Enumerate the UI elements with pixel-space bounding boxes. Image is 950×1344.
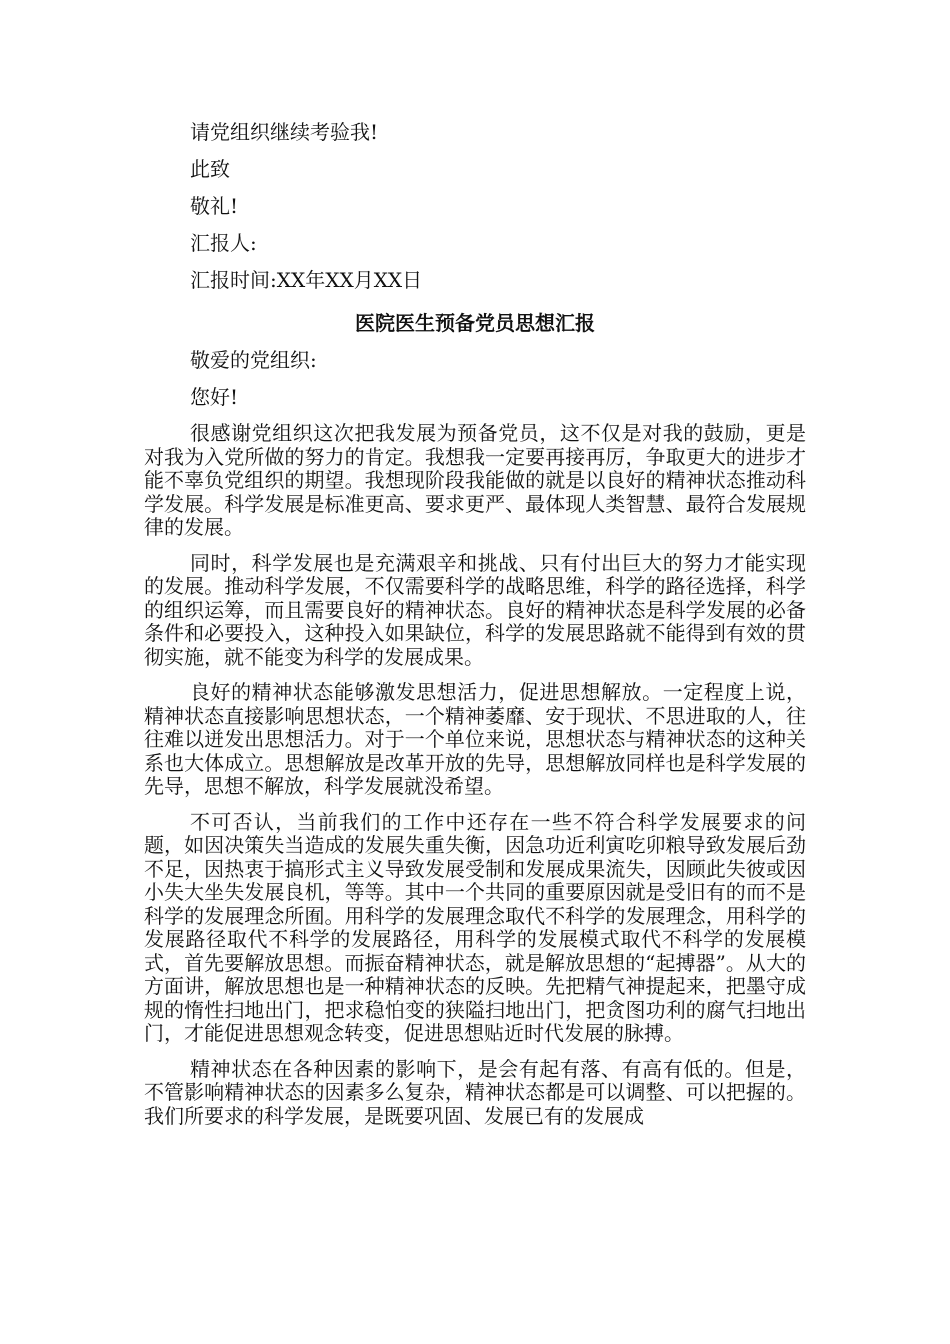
paragraph: 良好的精神状态能够激发思想活力，促进思想解放。一定程度上说，精神状态直接影响思想状态，一个精神萎靡、安于现状、不思进取的人，往往难以迸发出思想活力。对于一个单位来说，思想状态与精神状态的这种关系也大体成立。思想解放是改革开放的先导，思想解放同样也是科学发展的先导，思想不解放，科学发展就没希望。	[144, 680, 806, 798]
paragraph: 很感谢党组织这次把我发展为预备党员，这不仅是对我的鼓励，更是对我为入党所做的努力的肯定。我想我一定要再接再厉，争取更大的进步才能不辜负党组织的期望。我想现阶段我能做的就是以良好的精神状态推动科学发展。科学发展是标准更高、要求更严、最体现人类智慧、最符合发展规律的发展。	[144, 421, 806, 539]
closing-line-date: 汇报时间:XX年XX月XX日	[190, 268, 423, 292]
hello-line: 您好!	[190, 385, 239, 409]
paragraph: 不可否认，当前我们的工作中还存在一些不符合科学发展要求的问题，如因决策失当造成的发展失重失衡，因急功近利寅吃卯粮导致发展后劲不足，因热衷于搞形式主义导致发展受制和发展成果流失，因顾此失彼或因小失大坐失发展良机，等等。其中一个共同的重要原因就是受旧有的而不是科学的发展理念所囿。用科学的发展理念取代不科学的发展理念，用科学的发展路径取代不科学的发展路径，用科学的发展模式取代不科学的发展模式，首先要解放思想。而振奋精神状态，就是解放思想的“起搏器”。从大的方面讲，解放思想也是一种精神状态的反映。先把精气神提起来，把墨守成规的惰性扫地出门，把求稳怕变的狭隘扫地出门，把贪图功利的腐气扫地出门，才能促进思想观念转变，促进思想贴近时代发展的脉搏。	[144, 809, 806, 1045]
closing-line-reporter: 汇报人:	[190, 231, 257, 255]
greeting-line: 敬爱的党组织:	[190, 348, 317, 372]
paragraph: 同时，科学发展也是充满艰辛和挑战、只有付出巨大的努力才能实现的发展。推动科学发展，不仅需要科学的战略思维，科学的路径选择，科学的组织运筹，而且需要良好的精神状态。良好的精神状态是科学发展的必备条件和必要投入，这种投入如果缺位，科学的发展思路就不能得到有效的贯彻实施，就不能变为科学的发展成果。	[144, 550, 806, 669]
closing-line-test: 请党组织继续考验我!	[190, 120, 379, 144]
document-page	[144, 120, 806, 1140]
paragraph: 精神状态在各种因素的影响下，是会有起有落、有高有低的。但是，不管影响精神状态的因素多么复杂，精神状态都是可以调整、可以把握的。我们所要求的科学发展，是既要巩固、发展已有的发展成	[144, 1056, 806, 1128]
salutation-section	[144, 348, 806, 422]
closing-section	[144, 120, 806, 305]
report-body	[144, 422, 806, 1128]
report-title: 医院医生预备党员思想汇报	[355, 311, 595, 335]
closing-line-jingli: 敬礼!	[190, 194, 239, 218]
closing-line-cizhi: 此致	[190, 157, 230, 181]
